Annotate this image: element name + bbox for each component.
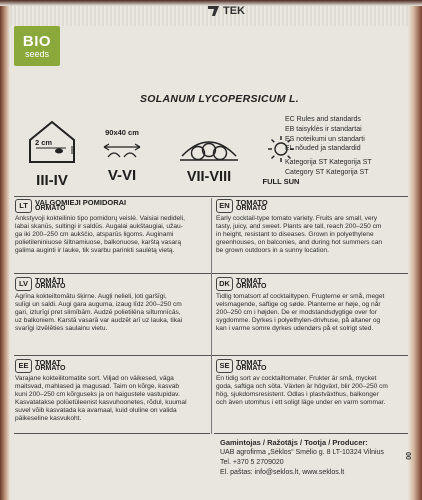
section-dk-variety: ORMATO	[236, 283, 267, 290]
sowing-depth-label: 2 cm	[35, 138, 53, 147]
section-se-title: TOMAT	[236, 358, 262, 367]
producer-info	[220, 438, 384, 478]
section-dk-line: sygdomme. Dyrkes i polyethylen-drivhuse, på altaner og	[216, 316, 381, 324]
section-ee	[15, 359, 210, 422]
producer-address: UAB agrofirma „Sėklos“ Smėlio g. 8 LT-10324 Vilnius	[220, 449, 384, 456]
lang-code-lt: LT	[15, 199, 32, 213]
section-lv-line: uz balkoniem. Karstā vasarā var audzēt arī uz lauka, tikai	[15, 316, 183, 324]
section-dk-title: TOMAT	[236, 276, 262, 285]
section-ee-variety: ORMATO	[35, 365, 66, 372]
lang-code-ee: EE	[15, 359, 32, 373]
section-en	[216, 199, 408, 255]
harvest-tomatoes-icon	[176, 132, 242, 164]
section-ee-line: maitsvad, mahlased ja magusad. Taim on kõrge, kasvab	[15, 382, 180, 390]
section-lt-title: VALGOMIEJI POMIDORAI	[35, 198, 127, 207]
seeds-label: seeds	[24, 48, 50, 59]
right-edge	[408, 0, 422, 500]
full-sun-label: FULL SUN	[262, 177, 300, 186]
growing-icons	[26, 118, 316, 198]
divider	[14, 433, 210, 434]
producer-phone: Tel. +370 5 2709020	[220, 459, 284, 466]
spacing-arrows-icon	[96, 137, 148, 163]
rules-line: ES noteikumi un standarti	[285, 135, 365, 143]
section-en-line: Early cocktail-type tomato variety. Fruits are small, very	[216, 215, 378, 222]
brand-name: TEK	[223, 5, 245, 17]
bio-label: BIO	[22, 32, 52, 50]
section-lt-line: ga iki 200–250 cm aukščio, atsparūs ligoms. Auginami	[15, 230, 174, 238]
section-en-line: be grown outdoors in a sunny location.	[216, 246, 329, 254]
section-lv-line: gari, izturīgi pret slimībām. Audzē polietilēna siltumnīcās,	[15, 308, 181, 316]
sowing-depth-group	[26, 118, 78, 189]
section-dk-line: velsmagende, saftige og søde. Planterne er høje, og når	[216, 300, 381, 308]
section-lt-header	[15, 199, 210, 215]
section-lt-line: Ankstyvoji kokteilinio tipo pomidorų veislė. Vaisiai nedideli,	[15, 215, 185, 222]
lang-code-se: SE	[216, 359, 233, 373]
section-en-line: in height, resistant to diseases. Grown in polyethylene	[216, 230, 374, 238]
section-en-title: TOMATO	[236, 198, 268, 207]
lang-code-lv: LV	[15, 277, 32, 291]
section-en-line: tasty, juicy, and sweet. Plants are tall, reach 200–250 cm	[216, 222, 382, 230]
section-lt-variety: ORMATO	[35, 205, 66, 212]
section-ee-line: kuni 200–250 cm kõrguseks ja on haigustele vastupidav.	[15, 390, 180, 398]
sowing-months: III-IV	[36, 172, 68, 189]
section-dk-line: kan i varme somre dyrkes udendørs på et solrigt sted.	[216, 324, 374, 332]
section-ee-line: suvel võib kasvatada ka avamaal, kuid oluline on valida	[15, 406, 177, 414]
harvest-group	[176, 132, 242, 185]
divider	[14, 196, 408, 197]
section-se	[216, 359, 408, 407]
scientific-name: SOLANUM LYCOPERSICUM L.	[140, 93, 299, 105]
producer-email: El. paštas: info@seklos.lt, www.seklos.lt	[220, 469, 345, 476]
section-ee-line: päikeseline kasvukoht.	[15, 414, 82, 422]
section-se-line: och även utomhus i ett soligt läge under en varm sommar.	[216, 398, 386, 406]
section-se-line: En tidig sort av cocktailtomater. Frukter är små, mycket	[216, 375, 377, 382]
section-dk-line: 200–250 cm i højden. De er modstandsdygtige over for	[216, 308, 377, 316]
planting-months: V-VI	[107, 167, 137, 184]
section-ee-title: TOMAT	[35, 358, 61, 367]
column-divider	[211, 198, 212, 434]
section-se-line: hög, sjukdomsresistent. Odlas i plastväxthus, balkonger	[216, 390, 379, 398]
category-line: Kategorija ST Kategorija ST	[285, 159, 372, 167]
section-lv-line: svarīgi izvēlēties saulainu vietu.	[15, 324, 108, 332]
section-en-line: greenhouses, on balconies, and during hot summers can	[216, 238, 383, 246]
section-se-line: goda, saftiga och söta. Växten är högväxt, blir 200–250 cm	[216, 382, 388, 390]
section-se-header	[216, 359, 408, 375]
section-dk	[216, 277, 408, 333]
rules-line: EL nõuded ja standardid	[285, 145, 361, 153]
section-dk-line: Tidlig tomatsort af cocktailtypen. Frugterne er små, meget	[216, 293, 385, 300]
spacing-label: 90x40 cm	[105, 128, 139, 137]
category-line: Category ST Kategorija ST	[285, 168, 369, 176]
section-lt-line: galima auginti ir lauke, tik svarbu parinkti saulėtą vietą.	[15, 246, 175, 254]
section-ee-line: Varajane kokteilitomatite sort. Viljad on väikesed, väga	[15, 375, 174, 382]
ec-rules-block	[285, 115, 372, 178]
section-lv-line: sulīgi un saldi. Augi gara auguma, izaug līdz 200–250 cm	[15, 300, 182, 308]
rules-line: EC Rules and standards	[285, 116, 361, 123]
section-se-variety: ORMATO	[236, 365, 267, 372]
lang-code-dk: DK	[216, 277, 233, 291]
section-lt	[15, 199, 210, 255]
bio-seeds-badge	[14, 26, 60, 66]
section-lv-title: TOMĀTI	[35, 276, 64, 285]
section-en-header	[216, 199, 408, 215]
section-ee-line: Kasvatatakse polüetüleenist kasvuhoonetes, rõdul, kuumal	[15, 398, 187, 406]
section-en-variety: ORMATO	[236, 205, 267, 212]
tek-logo-icon	[207, 5, 220, 17]
side-code: 00	[406, 452, 413, 460]
rules-line: EB taisyklės ir standartai	[285, 125, 362, 133]
divider	[214, 433, 408, 434]
left-edge	[0, 0, 10, 500]
brand-logo	[207, 5, 245, 17]
lang-code-en: EN	[216, 199, 233, 213]
section-lv	[15, 277, 210, 333]
spacing-group	[96, 128, 148, 184]
producer-heading: Gamintojas / Ražotājs / Tootja / Producer:	[220, 438, 368, 447]
section-dk-header	[216, 277, 408, 293]
section-ee-header	[15, 359, 210, 375]
section-lt-line: labai skanūs, sultingi ir saldūs. Augalai aukštaugiai, užau-	[15, 222, 183, 230]
section-lt-line: polietileniniuose šiltnamiuose, balkonuose, karštą vasarą	[15, 238, 182, 246]
harvest-months: VII-VIII	[186, 169, 232, 185]
section-lv-header	[15, 277, 210, 293]
section-lv-variety: ORMATO	[35, 283, 66, 290]
section-lv-line: Agrīna kokteiltomātu šķirne. Augļi nelieli, ļoti garšīgi,	[15, 293, 167, 300]
